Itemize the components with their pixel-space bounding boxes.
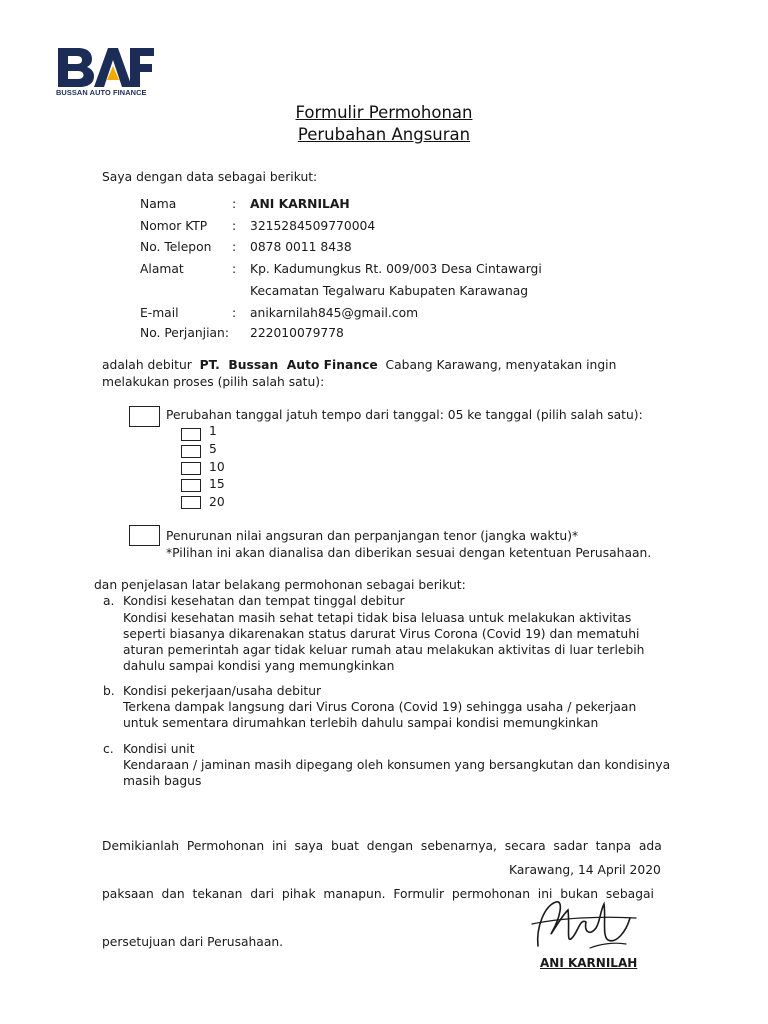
field-value-ktp: 3215284509770004 [250, 219, 376, 233]
option1-checkbox[interactable] [129, 406, 160, 427]
closing-line: Demikianlah Permohonan ini saya buat dengan sebenarnya, secara sadar tanpa ada [102, 839, 662, 853]
reason-c-line: Kendaraan / jaminan masih dipegang oleh konsumen yang bersangkutan dan kondisinya [123, 758, 671, 772]
field-label-address: Alamat [140, 262, 184, 276]
option2-label: Penurunan nilai angsuran dan perpanjangan tenor (jangka waktu)* [166, 529, 579, 543]
date-1-label: 1 [209, 424, 217, 438]
reason-a-line: seperti biasanya dikarenakan status darurat Virus Corona (Covid 19) dan mematuhi [123, 627, 640, 641]
date-20-checkbox[interactable] [181, 496, 201, 509]
reason-a-body [123, 610, 644, 674]
date-5-label: 5 [209, 442, 217, 456]
reason-a-line: aturan pemerintah agar tidak keluar rumah atau melakukan aktivitas di luar terlebih [123, 643, 645, 657]
reasons-intro: dan penjelasan latar belakang permohonan sebagai berikut: [94, 578, 466, 592]
reason-b-line: Terkena dampak langsung dari Virus Corona (Covid 19) sehingga usaha / pekerjaan [123, 700, 637, 714]
reason-a-heading: Kondisi kesehatan dan tempat tinggal debitur [123, 594, 405, 608]
place-date: Karawang, 14 April 2020 [509, 863, 661, 877]
reason-b-heading: Kondisi pekerjaan/usaha debitur [123, 684, 322, 698]
field-label-name: Nama [140, 197, 177, 211]
date-20-label: 20 [209, 495, 225, 509]
logo-subtitle: BUSSAN AUTO FINANCE [56, 88, 147, 97]
reason-a-line: Kondisi kesehatan masih sehat tetapi tidak bisa leluasa untuk melakukan aktivitas [123, 611, 632, 625]
date-15-checkbox[interactable] [181, 479, 201, 492]
field-label-ktp: Nomor KTP [140, 219, 208, 233]
reason-b-marker: b. [103, 684, 115, 698]
field-label-agreement: No. Perjanjian: [140, 326, 229, 340]
reason-c-line: masih bagus [123, 774, 202, 788]
field-colon: : [232, 240, 237, 254]
reason-b-line: untuk sementara dirumahkan terlebih dahulu sampai kondisi memungkinkan [123, 716, 599, 730]
date-15-label: 15 [209, 477, 225, 491]
field-value-agreement: 222010079778 [250, 326, 344, 340]
document-title-line2: Perubahan Angsuran [297, 125, 471, 144]
date-10-label: 10 [209, 460, 225, 474]
debtor-statement-line1 [102, 358, 616, 372]
option2-checkbox[interactable] [129, 525, 160, 546]
field-label-email: E-mail [140, 306, 179, 320]
closing-line: persetujuan dari Perusahaan. [102, 935, 284, 949]
reason-a-line: dahulu sampai kondisi yang memungkinkan [123, 659, 395, 673]
field-label-phone: No. Telepon [140, 240, 212, 254]
document-title-line1: Formulir Permohonan [295, 103, 473, 122]
field-colon: : [232, 306, 237, 320]
date-5-checkbox[interactable] [181, 445, 201, 458]
date-10-checkbox[interactable] [181, 462, 201, 475]
option2-note: *Pilihan ini akan dianalisa dan diberikan sesuai dengan ketentuan Perusahaan. [166, 546, 652, 560]
signature-image [530, 888, 640, 958]
date-1-checkbox[interactable] [181, 428, 201, 441]
reason-a-marker: a. [103, 594, 115, 608]
reason-c-heading: Kondisi unit [123, 742, 195, 756]
reason-c-marker: c. [103, 742, 114, 756]
signatory-name: ANI KARNILAH [540, 956, 638, 970]
debtor-prefix: adalah debitur [102, 358, 192, 372]
field-colon: : [232, 262, 237, 276]
debtor-company: PT. Bussan Auto Finance [199, 358, 378, 372]
field-value-phone: 0878 0011 8438 [250, 240, 352, 254]
field-colon: : [232, 219, 237, 233]
closing-line: paksaan dan tekanan dari pihak manapun. Formulir permohonan ini bukan sebagai [102, 887, 654, 901]
debtor-statement-line2: melakukan proses (pilih salah satu): [102, 375, 325, 389]
debtor-suffix: Cabang Karawang, menyatakan ingin [385, 358, 617, 372]
reason-b-body [123, 699, 636, 731]
option1-label: Perubahan tanggal jatuh tempo dari tanggal: 05 ke tanggal (pilih salah satu): [166, 408, 643, 422]
reason-c-body [123, 757, 670, 789]
field-value-address-line2: Kecamatan Tegalwaru Kabupaten Karawanag [250, 284, 529, 298]
field-value-name: ANI KARNILAH [250, 197, 350, 211]
intro-text: Saya dengan data sebagai berikut: [102, 170, 318, 184]
field-value-address-line1: Kp. Kadumungkus Rt. 009/003 Desa Cintawargi [250, 262, 542, 276]
field-colon: : [232, 197, 237, 211]
field-value-email: anikarnilah845@gmail.com [250, 306, 419, 320]
